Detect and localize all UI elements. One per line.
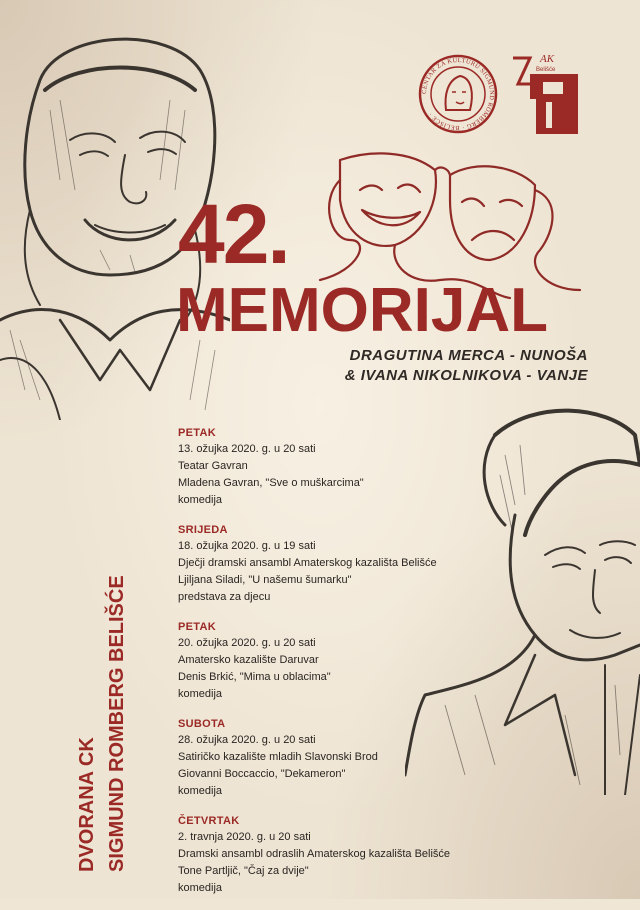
venue-line-1: DVORANA CK — [76, 737, 98, 872]
organizer-logos — [418, 44, 588, 144]
event-day: ČETVRTAK — [178, 815, 240, 827]
svg-text:AK: AK — [540, 53, 555, 65]
event-play: Tone Partljič, "Čaj za dvije" — [178, 865, 309, 877]
event-genre: predstava za djecu — [178, 591, 271, 603]
subtitle-line-1: DRAGUTINA MERCA - NUNOŠA — [349, 347, 588, 364]
event-day: PETAK — [178, 621, 216, 633]
event-company: Amatersko kazalište Daruvar — [178, 654, 319, 666]
event-date: 13. ožujka 2020. g. u 20 sati — [178, 443, 316, 455]
edition-number: 42. — [178, 187, 289, 281]
event-company: Dječji dramski ansambl Amaterskog kazališta Belišće — [178, 557, 437, 569]
svg-text:CENTAR ZA KULTURU SIGMUND ROMB: CENTAR ZA KULTURU SIGMUND ROMBERG · BELIŠĆE · — [420, 56, 496, 132]
subtitle-line-2: & IVANA NIKOLNIKOVA - VANJE — [344, 367, 588, 384]
event-play: Giovanni Boccaccio, "Dekameron" — [178, 768, 346, 780]
event-item — [178, 425, 478, 509]
centar-za-kulturu-logo — [420, 56, 496, 132]
event-day: SUBOTA — [178, 718, 226, 730]
event-play: Denis Brkić, "Mima u oblacima" — [178, 671, 331, 683]
event-date: 20. ožujka 2020. g. u 20 sati — [178, 637, 316, 649]
event-genre: komedija — [178, 882, 223, 894]
event-item — [178, 716, 478, 800]
event-item — [178, 813, 478, 897]
svg-text:Belišće: Belišće — [536, 67, 556, 73]
event-genre: komedija — [178, 785, 223, 797]
event-day: PETAK — [178, 427, 216, 439]
event-schedule — [178, 425, 478, 910]
event-date: 28. ožujka 2020. g. u 20 sati — [178, 734, 316, 746]
event-genre: komedija — [178, 494, 223, 506]
event-genre: komedija — [178, 688, 223, 700]
event-item — [178, 522, 478, 606]
ak-belisce-logo — [513, 53, 578, 134]
event-company: Satiričko kazalište mladih Slavonski Brod — [178, 751, 378, 763]
event-date: 18. ožujka 2020. g. u 19 sati — [178, 540, 316, 552]
title-memorijal: MEMORIJAL — [176, 276, 548, 345]
venue-line-2: SIGMUND ROMBERG BELIŠĆE — [106, 575, 128, 872]
event-company: Teatar Gavran — [178, 460, 248, 472]
venue-vertical — [72, 575, 132, 872]
event-date: 2. travnja 2020. g. u 20 sati — [178, 831, 311, 843]
event-play: Ljiljana Siladi, "U našemu šumarku" — [178, 574, 352, 586]
event-item — [178, 619, 478, 703]
event-play: Mladena Gavran, "Sve o muškarcima" — [178, 477, 364, 489]
event-day: SRIJEDA — [178, 524, 228, 536]
event-company: Dramski ansambl odraslih Amaterskog kazališta Belišće — [178, 848, 451, 860]
